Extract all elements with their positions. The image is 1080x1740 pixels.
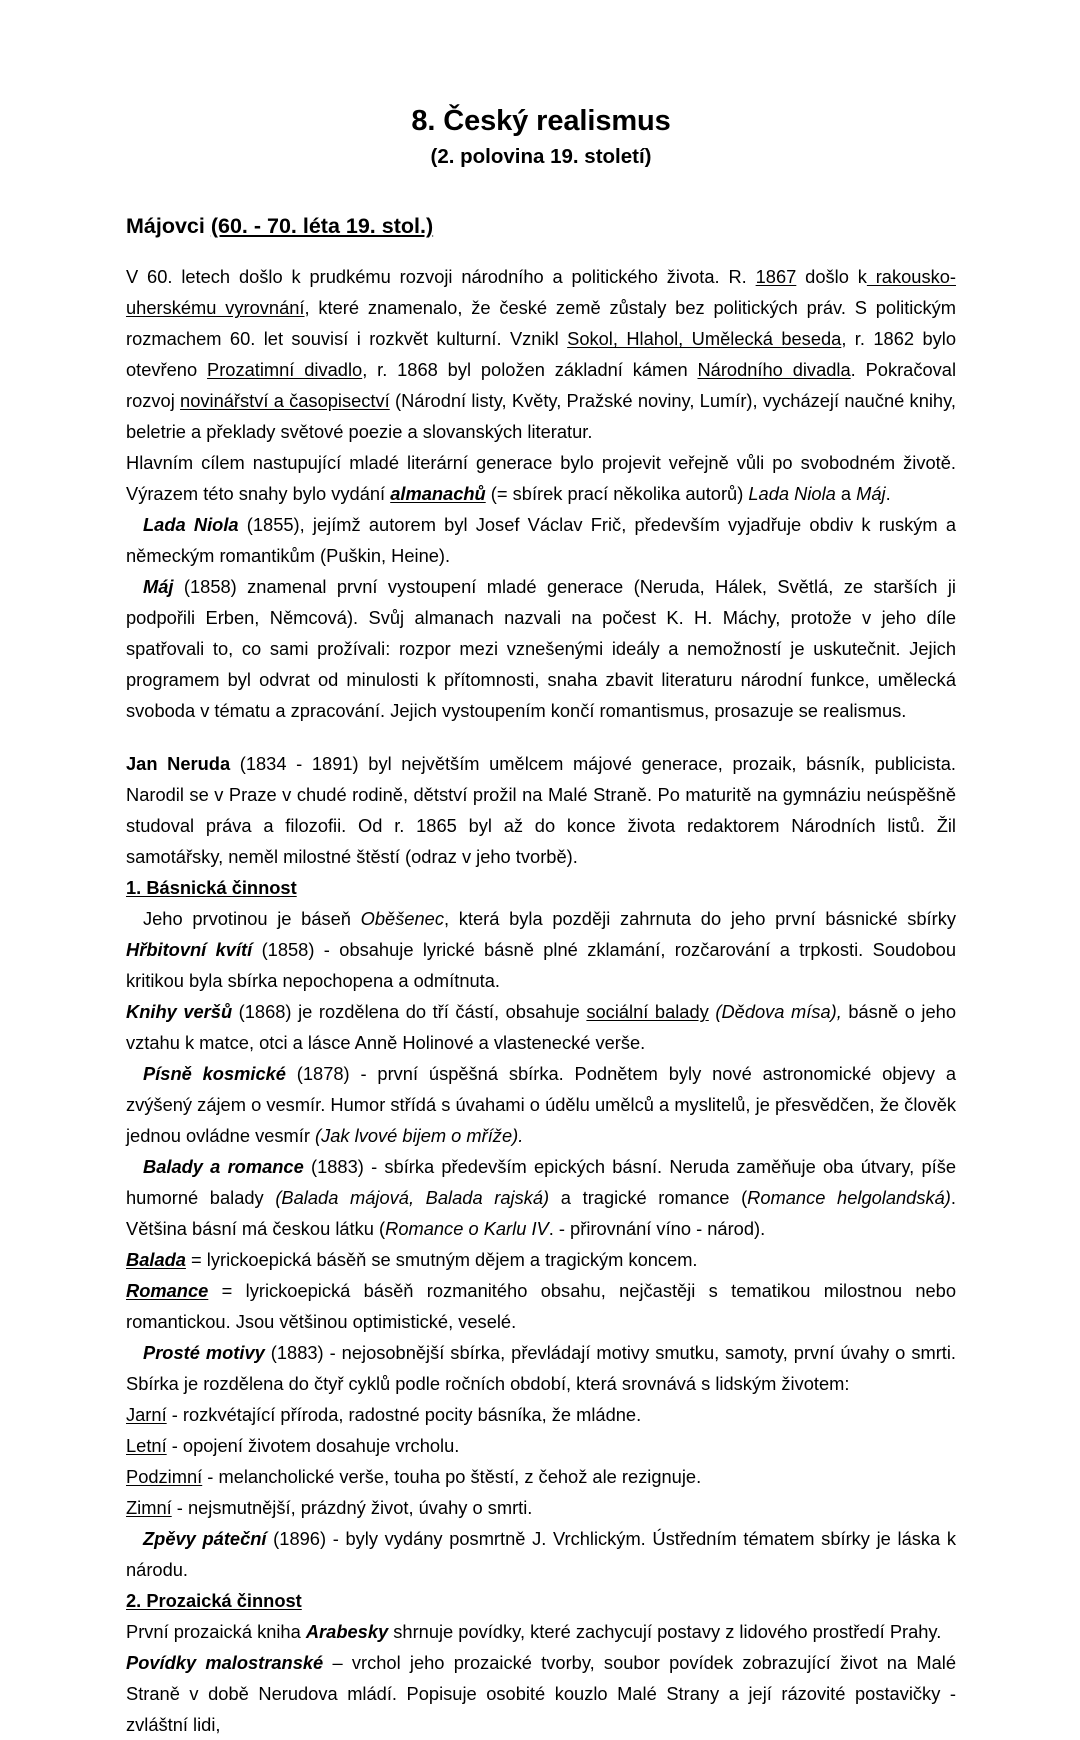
heading-majovci-plain: Májovci [126,213,211,238]
text-run-bold-italic: Knihy veršů [126,1001,233,1023]
season-item-letni [126,1430,956,1461]
text-run-italic: (Balada májová, Balada rajská) [275,1187,550,1209]
paragraph-proste-motivy [126,1337,956,1399]
paragraph-hrbitovni-kviti [126,903,956,996]
text-run: – vrchol jeho prozaické tvorby, soubor povídek zobrazující život na Malé Straně v době Nerudova mládí. Popisuje osobité kouzlo Malé Strany a její rázovité postavičky - zvláštní lidi, [126,1652,957,1736]
text-run-italic: Lada Niola [748,483,836,505]
page-subtitle: (2. polovina 19. století) [430,144,652,168]
subheading-label: 2. Prozaická činnost [126,1590,302,1612]
season-description: - opojení životem dosahuje vrcholu. [166,1435,460,1457]
season-label: Letní [126,1435,167,1457]
season-item-jarni [126,1399,956,1430]
paragraph-pisne-kosmicke [126,1058,956,1151]
text-run: (1858) - obsahuje lyrické básně plné zklamání, rozčarování a trpkosti. Soudobou kritikou byla sbírka nepochopena a odmítnuta. [126,939,956,992]
text-run: (1834 - 1891) byl největším umělcem májové generace, prozaik, básník, publicista. Narodil se v Praze v chudé rodině, dětství prožil na Malé Straně. Po maturitě na gymnáziu neúspěšně studoval práva a filozofii. Od r. 1865 byl až do konce života redaktorem Národních listů. Žil samotářsky, neměl milostné štěstí (odraz v jeho tvorbě). [126,753,956,868]
paragraph-60s-development [126,261,956,447]
paragraph-arabesky [126,1616,956,1647]
text-run: , které znamenalo, že české země zůstaly bez politických práv. S politickým rozmachem 60. let souvisí i rozkvět kulturní. Vznikl [126,297,956,350]
paragraph-zpevy-patecni [126,1523,956,1585]
text-run: došlo k [796,266,867,288]
season-label: Zimní [126,1497,172,1519]
text-run: , r. 1862 bylo otevřeno [126,328,956,381]
text-run-italic: (Jak lvové bijem o mříže). [315,1125,524,1147]
text-run: (1878) - první úspěšná sbírka. Podnětem byly nové astronomické objevy a zvýšený zájem o vesmír. Humor střídá s úvahami o údělu umělců a myslitelů, je přesvědčen, že člověk jednou ovládne vesmír [126,1063,956,1147]
section-heading-majovci [126,214,956,240]
text-run-bold-italic: Arabesky [305,1621,389,1643]
text-run: = lyrickoepická básěň se smutným dějem a tragickým koncem. [185,1249,698,1271]
text-run-bold-italic: Balady a romance [143,1156,304,1178]
season-description: - rozkvétající příroda, radostné pocity básníka, že mládne. [166,1404,642,1426]
text-run: (1858) znamenal první vystoupení mladé generace (Neruda, Hálek, Světlá, ze starších ji podpořili Erben, Němcová). Svůj almanach nazvali na počest K. H. Máchy, protože v jeho díle spatřovali to, co sami prožívali: rozpor mezi vznešenými ideály a nemožností je uskutečnit. Jejich programem byl odvrat od minulosti k přítomnosti, snaha zbavit literaturu národní funkce, umělecká svoboda v tématu a zpracování. Jejich vystoupením končí romantismus, prosazuje se realismus. [126,576,956,722]
text-run-underlined: Národního divadla [697,359,851,381]
subheading-prozaicka-cinnost [126,1585,956,1616]
text-run-underlined: novinářství a časopisectví [180,390,390,412]
text-run: a tragické romance ( [549,1187,748,1209]
text-run: , r. 1868 byl položen základní kámen [362,359,698,381]
season-description: - nejsmutnější, prázdný život, úvahy o smrti. [171,1497,533,1519]
season-item-zimni [126,1492,956,1523]
season-item-podzimni [126,1461,956,1492]
text-run-bold: Jan Neruda [126,753,231,775]
text-run-underlined: Sokol, Hlahol, Umělecká beseda [567,328,842,350]
paragraph-povidky-malostranske [126,1647,956,1740]
paragraph-jan-neruda [126,748,956,872]
paragraph-knihy-versu [126,996,956,1058]
text-run-bold-italic: Písně kosmické [143,1063,286,1085]
text-run: . - přirovnání víno - národ). [548,1218,766,1240]
season-label: Podzimní [126,1466,203,1488]
season-description: - melancholické verše, touha po štěstí, z čehož ale rezignuje. [202,1466,702,1488]
text-run-bold-italic: Lada Niola [143,514,239,536]
text-run-bold-italic: Hřbitovní kvítí [126,939,253,961]
text-run-bold-italic: Máj [143,576,174,598]
text-run: . Pokračoval rozvoj [126,359,957,412]
text-run: (1855), jejímž autorem byl Josef Václav Frič, především vyjadřuje obdiv k ruským a německým romantikům (Puškin, Heine). [126,514,956,567]
text-run-underlined: rakousko-uherskému vyrovnání [126,266,956,319]
text-run: = lyrickoepická básěň rozmanitého obsahu, nejčastěji s tematikou milostnou nebo romantickou. Jsou většinou optimistické, veselé. [126,1280,956,1333]
title-block [126,106,956,170]
paragraph-balady-a-romance [126,1151,956,1244]
text-run-underlined: 1867 [755,266,797,288]
text-run-bold-italic-underlined: almanachů [390,483,486,505]
text-run-underlined: sociální balady [586,1001,709,1023]
document-content [126,0,956,1740]
subheading-basnicka-cinnost [126,872,956,903]
text-run: V 60. letech došlo k prudkému rozvoji národního a politického života. R. [126,266,756,288]
text-run-italic: Romance helgolandská) [747,1187,951,1209]
text-run: (= sbírek prací několika autorů) [485,483,749,505]
text-run: a [835,483,857,505]
definition-balada [126,1244,956,1275]
text-run: básně o jeho vztahu k matce, otci a lásce Anně Holinové a vlastenecké verše. [126,1001,956,1054]
text-run-bold-italic: Prosté motivy [143,1342,265,1364]
text-run: Jeho prvotinou je báseň [143,908,361,930]
page-title: 8. Český realismus [411,105,671,137]
text-run-underlined: Prozatimní divadlo [207,359,363,381]
heading-majovci-underlined: (60. - 70. léta 19. stol.) [210,213,434,238]
definition-romance [126,1275,956,1337]
subheading-label: 1. Básnická činnost [126,877,297,899]
paragraph-almanachy [126,447,956,509]
text-run-bold-italic: Zpěvy páteční [143,1528,267,1550]
text-run-italic: (Dědova mísa), [715,1001,842,1023]
text-run: Hlavním cílem nastupující mladé literární generace bylo projevit veřejně vůli po svobodném životě. Výrazem této snahy bylo vydání [126,452,956,505]
text-run: . [885,483,891,505]
paragraph-maj [126,571,956,726]
term-balada: Balada [126,1249,186,1271]
text-run-italic: Oběšenec [360,908,444,930]
text-run: , která byla později zahrnuta do jeho první básnické sbírky [444,908,956,930]
paragraph-lada-niola [126,509,956,571]
text-run: (1883) - sbírka především epických básní. Neruda zaměňuje oba útvary, píše humorné balady [126,1156,957,1209]
term-romance: Romance [126,1280,209,1302]
text-run-italic: Máj [856,483,886,505]
text-run: První prozaická kniha [126,1621,306,1643]
text-run-bold-italic: Povídky malostranské [126,1652,324,1674]
text-run: (1896) - byly vydány posmrtně J. Vrchlickým. Ústředním tématem sbírky je láska k národu. [126,1528,956,1581]
text-run: (1883) - nejosobnější sbírka, převládají motivy smutku, samoty, první úvahy o smrti. Sbírka je rozdělena do čtyř cyklů podle ročních období, která srovnává s lidským životem: [126,1342,956,1395]
text-run: (1868) je rozdělena do tří částí, obsahuje [232,1001,587,1023]
text-run-italic: Romance o Karlu IV [385,1218,549,1240]
text-run: . Většina básní má českou látku ( [126,1187,956,1240]
season-label: Jarní [126,1404,167,1426]
text-run: shrnuje povídky, které zachycují postavy z lidového prostředí Prahy. [388,1621,942,1643]
text-run: (Národní listy, Květy, Pražské noviny, Lumír), vycházejí naučné knihy, beletrie a překlady světové poezie a slovanských literatur. [126,390,956,443]
